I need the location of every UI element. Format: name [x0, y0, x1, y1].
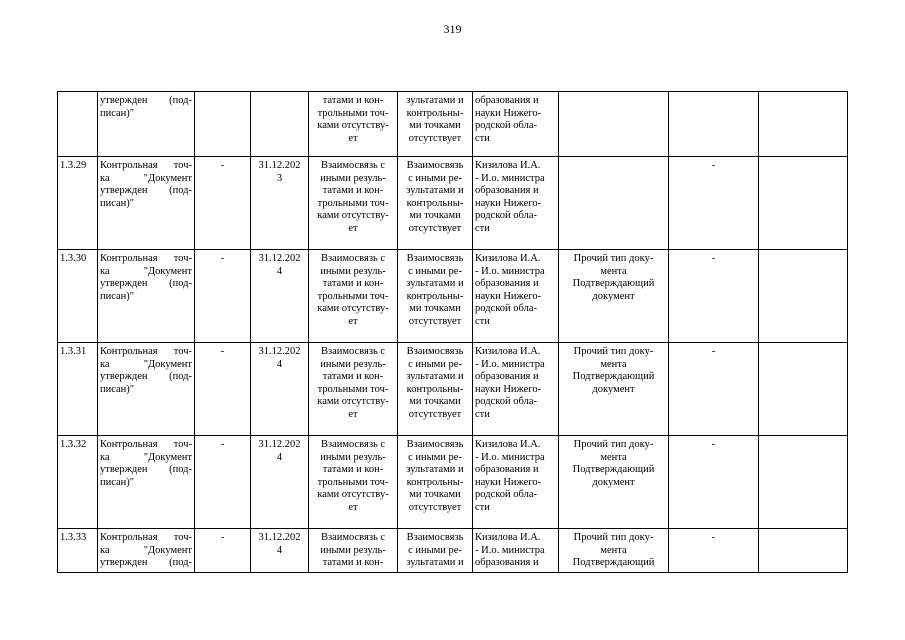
control-point-name-line: утвержден (под- — [100, 185, 192, 196]
document-type-cell-text: Прочий тип доку- мента Подтверждающий документ — [572, 346, 655, 395]
responsible-person-cell-text: Кизилова И.А. - И.о. министра образования и науки Нижего- родской обла- сти — [475, 253, 545, 327]
document-type-cell-text: Прочий тип доку- мента Подтверждающий — [572, 532, 655, 568]
deadline-date-cell — [251, 250, 309, 343]
control-point-name-line: ка "Документ — [100, 265, 192, 277]
control-point-name-line: Контрольная точ- — [100, 346, 192, 357]
predecessor-link-cell — [309, 436, 398, 529]
deadline-date-cell — [251, 529, 309, 573]
control-point-name-line: ка "Документ — [100, 172, 192, 184]
deadline-date-cell-text: 31.12.202 4 — [258, 439, 301, 463]
control-point-name-line: утвержден (под- — [100, 278, 192, 289]
document-type-cell-text: Прочий тип доку- мента Подтверждающий документ — [572, 253, 655, 302]
row-number-cell — [58, 250, 98, 343]
deadline-date-cell-text: 31.12.202 4 — [258, 532, 301, 556]
document-type-cell — [559, 436, 669, 529]
responsible-person-cell — [473, 343, 559, 436]
responsible-person-cell-text: Кизилова И.А. - И.о. министра образования и науки Нижего- родской обла- сти — [475, 160, 545, 234]
base-value-cell-text: - — [220, 532, 225, 543]
control-point-name-line: писан)" — [100, 383, 135, 395]
responsible-person-cell — [473, 157, 559, 250]
predecessor-link-cell-text: Взаимосвязь с иными резуль- татами и кон- — [320, 532, 386, 568]
deadline-date-cell — [251, 436, 309, 529]
control-point-name-line: утвержден (под- — [100, 95, 192, 106]
deadline-date-cell — [251, 343, 309, 436]
information-system-cell — [669, 529, 759, 573]
table-row — [58, 157, 848, 250]
document-type-cell — [559, 343, 669, 436]
successor-link-cell — [398, 92, 473, 157]
responsible-person-cell — [473, 250, 559, 343]
table-row — [58, 529, 848, 573]
base-value-cell — [195, 529, 251, 573]
row-number-cell — [58, 529, 98, 573]
control-point-name-line: утвержден (под- — [100, 464, 192, 475]
control-point-name-cell — [98, 436, 195, 529]
responsible-person-cell — [473, 92, 559, 157]
successor-link-cell-text: Взаимосвязь с иными ре- зультатами и контрольны- ми точками отсутствует — [406, 160, 464, 234]
control-point-name-line: ка "Документ — [100, 544, 192, 556]
base-value-cell — [195, 250, 251, 343]
successor-link-cell-text: Взаимосвязь с иными ре- зультатами и — [406, 532, 464, 568]
row-number-cell-text: 1.3.29 — [60, 160, 87, 171]
notes-cell — [759, 92, 848, 157]
predecessor-link-cell — [309, 529, 398, 573]
control-point-name-line: Контрольная точ- — [100, 439, 192, 450]
notes-cell — [759, 436, 848, 529]
control-point-name-line: ка "Документ — [100, 358, 192, 370]
predecessor-link-cell-text: татами и кон- трольными точ- ками отсутству- ет — [317, 95, 389, 144]
table-row — [58, 92, 848, 157]
predecessor-link-cell-text: Взаимосвязь с иными резуль- татами и кон- трольными точ- ками отсутству- ет — [317, 439, 389, 513]
successor-link-cell — [398, 343, 473, 436]
control-point-name-cell — [98, 250, 195, 343]
control-point-name-line: утвержден (под- — [100, 557, 192, 568]
row-number-cell-text: 1.3.32 — [60, 439, 87, 450]
base-value-cell — [195, 343, 251, 436]
successor-link-cell-text: Взаимосвязь с иными ре- зультатами и контрольны- ми точками отсутствует — [406, 253, 464, 327]
control-point-name-cell — [98, 92, 195, 157]
predecessor-link-cell — [309, 92, 398, 157]
notes-cell — [759, 529, 848, 573]
predecessor-link-cell-text: Взаимосвязь с иными резуль- татами и кон- трольными точ- ками отсутству- ет — [317, 160, 389, 234]
information-system-cell-text: - — [711, 346, 716, 357]
successor-link-cell — [398, 157, 473, 250]
information-system-cell — [669, 250, 759, 343]
control-points-table — [57, 91, 848, 573]
page-number: 319 — [443, 22, 462, 36]
control-point-name-line: Контрольная точ- — [100, 253, 192, 264]
successor-link-cell — [398, 250, 473, 343]
document-type-cell — [559, 157, 669, 250]
information-system-cell-text: - — [711, 439, 716, 450]
responsible-person-cell-text: Кизилова И.А. - И.о. министра образования и науки Нижего- родской обла- сти — [475, 346, 545, 420]
successor-link-cell — [398, 436, 473, 529]
base-value-cell-text: - — [220, 346, 225, 357]
base-value-cell-text: - — [220, 160, 225, 171]
responsible-person-cell — [473, 529, 559, 573]
control-point-name-line: писан)" — [100, 197, 135, 209]
notes-cell — [759, 157, 848, 250]
control-point-name-cell — [98, 529, 195, 573]
information-system-cell-text: - — [711, 532, 716, 543]
successor-link-cell-text: зультатами и контрольны- ми точками отсутствует — [406, 95, 464, 144]
control-point-name-line: утвержден (под- — [100, 371, 192, 382]
deadline-date-cell-text: 31.12.202 4 — [258, 253, 301, 277]
control-point-name-cell — [98, 343, 195, 436]
control-point-name-line: писан)" — [100, 290, 135, 302]
responsible-person-cell — [473, 436, 559, 529]
notes-cell — [759, 343, 848, 436]
deadline-date-cell — [251, 157, 309, 250]
document-type-cell — [559, 92, 669, 157]
information-system-cell-text: - — [711, 160, 716, 171]
deadline-date-cell — [251, 92, 309, 157]
information-system-cell — [669, 92, 759, 157]
base-value-cell-text: - — [220, 253, 225, 264]
control-point-name-line: Контрольная точ- — [100, 160, 192, 171]
predecessor-link-cell — [309, 250, 398, 343]
base-value-cell — [195, 157, 251, 250]
predecessor-link-cell — [309, 343, 398, 436]
table-row — [58, 436, 848, 529]
responsible-person-cell-text: Кизилова И.А. - И.о. министра образования и науки Нижего- родской обла- сти — [475, 439, 545, 513]
information-system-cell — [669, 157, 759, 250]
successor-link-cell-text: Взаимосвязь с иными ре- зультатами и контрольны- ми точками отсутствует — [406, 346, 464, 420]
table-row — [58, 343, 848, 436]
row-number-cell-text: 1.3.31 — [60, 346, 87, 357]
row-number-cell — [58, 343, 98, 436]
row-number-cell-text: 1.3.33 — [60, 532, 87, 543]
responsible-person-cell-text: Кизилова И.А. - И.о. министра образования и — [475, 532, 545, 568]
predecessor-link-cell-text: Взаимосвязь с иными резуль- татами и кон- трольными точ- ками отсутству- ет — [317, 253, 389, 327]
control-point-name-line: писан)" — [100, 107, 135, 119]
information-system-cell — [669, 436, 759, 529]
control-point-name-line: писан)" — [100, 476, 135, 488]
information-system-cell — [669, 343, 759, 436]
row-number-cell — [58, 436, 98, 529]
control-point-name-line: ка "Документ — [100, 451, 192, 463]
responsible-person-cell-text: образования и науки Нижего- родской обла- сти — [475, 95, 542, 144]
deadline-date-cell-text: 31.12.202 4 — [258, 346, 301, 370]
row-number-cell-text: 1.3.30 — [60, 253, 87, 264]
document-type-cell-text: Прочий тип доку- мента Подтверждающий документ — [572, 439, 655, 488]
base-value-cell — [195, 436, 251, 529]
row-number-cell — [58, 92, 98, 157]
base-value-cell — [195, 92, 251, 157]
predecessor-link-cell — [309, 157, 398, 250]
table-row — [58, 250, 848, 343]
row-number-cell — [58, 157, 98, 250]
notes-cell — [759, 250, 848, 343]
deadline-date-cell-text: 31.12.202 3 — [258, 160, 301, 184]
successor-link-cell-text: Взаимосвязь с иными ре- зультатами и контрольны- ми точками отсутствует — [406, 439, 464, 513]
control-point-name-cell — [98, 157, 195, 250]
successor-link-cell — [398, 529, 473, 573]
document-type-cell — [559, 529, 669, 573]
information-system-cell-text: - — [711, 253, 716, 264]
document-type-cell — [559, 250, 669, 343]
predecessor-link-cell-text: Взаимосвязь с иными резуль- татами и кон- трольными точ- ками отсутству- ет — [317, 346, 389, 420]
control-point-name-line: Контрольная точ- — [100, 532, 192, 543]
base-value-cell-text: - — [220, 439, 225, 450]
